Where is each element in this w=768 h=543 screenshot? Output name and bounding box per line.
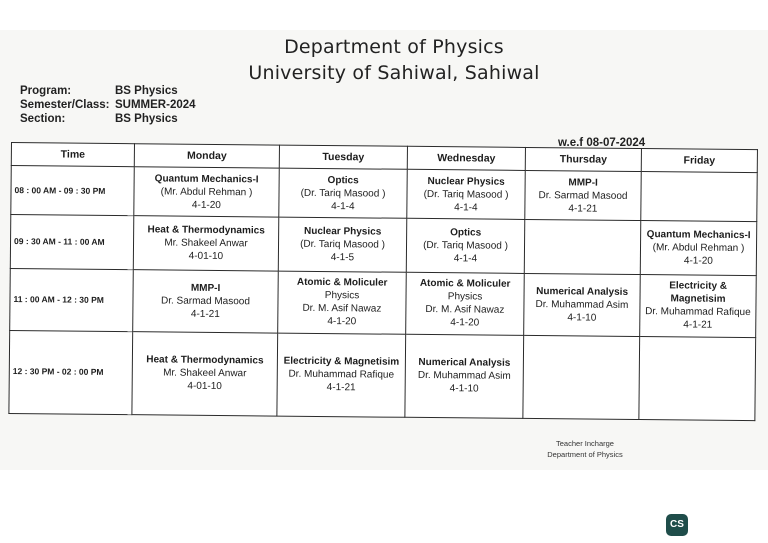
course-detail: 4-1-20 — [683, 255, 713, 267]
course-detail: 4-1-21 — [326, 382, 356, 394]
course-name: Optics — [327, 174, 359, 186]
course-name: Nuclear Physics — [303, 225, 382, 238]
course-detail: Dr. Muhammad Asim — [535, 298, 629, 311]
class-cell-thursday — [524, 273, 641, 336]
course-name: Heat & Thermodynamics — [147, 224, 265, 237]
course-detail: 4-1-21 — [190, 308, 220, 320]
course-detail: 4-1-20 — [327, 316, 357, 328]
course-detail: Dr. Sarmad Masood — [538, 189, 628, 202]
program-label: Program: — [20, 85, 72, 97]
class-cell-monday — [134, 167, 279, 218]
timetable-row — [11, 166, 757, 222]
course-detail: Physics — [324, 290, 360, 302]
empty-cell-thursday — [523, 335, 640, 420]
teacher-incharge-label: Teacher Incharge — [556, 439, 614, 448]
course-detail: 4-1-5 — [330, 251, 355, 264]
program-value: BS Physics — [115, 85, 178, 97]
course-detail: (Mr. Abdul Rehman ) — [652, 242, 745, 254]
timetable-row — [10, 268, 757, 337]
course-detail: 4-1-4 — [331, 200, 355, 212]
course-detail: 4-1-4 — [453, 253, 478, 265]
effective-date: w.e.f 08-07-2024 — [558, 137, 646, 149]
course-name: MMP-I — [568, 176, 598, 189]
department-footer-label: Department of Physics — [547, 450, 623, 459]
empty-cell-friday — [641, 172, 757, 222]
class-cell-tuesday — [278, 217, 407, 272]
section-label: Section: — [20, 113, 66, 125]
class-cell-monday — [132, 331, 278, 416]
empty-cell-friday — [639, 336, 756, 421]
column-header-thursday: Thursday — [525, 147, 641, 171]
course-detail: Dr. Muhammad Asim — [417, 370, 511, 383]
course-name: Quantum Mechanics-I — [154, 172, 259, 185]
course-detail: 4-1-10 — [449, 383, 479, 395]
course-detail: Dr. Muhammad Rafique — [645, 306, 751, 319]
course-detail: 4-01-10 — [187, 381, 222, 393]
class-cell-tuesday — [278, 271, 407, 334]
program-info — [20, 84, 196, 126]
course-name: MMP-I — [190, 282, 221, 294]
timetable — [8, 142, 758, 421]
section-row — [20, 112, 196, 126]
course-detail: (Mr. Abdul Rehman ) — [160, 186, 253, 198]
timetable-row — [9, 330, 756, 421]
course-name: Quantum Mechanics-I — [646, 228, 751, 241]
timetable-body — [9, 166, 757, 421]
column-header-wednesday: Wednesday — [407, 146, 525, 170]
class-cell-tuesday — [279, 168, 407, 218]
course-detail: 4-1-10 — [567, 311, 597, 324]
class-cell-tuesday — [277, 333, 406, 418]
column-header-tuesday: Tuesday — [279, 145, 407, 169]
column-header-friday: Friday — [641, 149, 757, 173]
course-name: Electricity & Magnetisim — [283, 355, 400, 369]
class-cell-wednesday — [406, 218, 525, 273]
signature-block — [530, 438, 640, 460]
course-name: Numerical Analysis — [536, 285, 629, 298]
course-name: Numerical Analysis — [418, 357, 511, 370]
course-name: Atomic & Moliculer — [419, 278, 511, 290]
university-title: University of Sahiwal, Sahiwal — [248, 62, 540, 84]
department-title: Department of Physics — [284, 36, 504, 58]
semester-label: Semester/Class: — [20, 99, 110, 111]
course-detail: Physics — [447, 291, 483, 303]
course-detail: 4-1-21 — [683, 319, 713, 331]
class-cell-friday — [640, 221, 757, 276]
class-cell-wednesday — [405, 334, 524, 419]
course-detail: 4-1-20 — [450, 317, 480, 329]
column-header-monday: Monday — [134, 144, 279, 168]
course-name: Heat & Thermodynamics — [146, 354, 264, 367]
time-slot-cell: 12 : 30 PM - 02 : 00 PM — [9, 330, 133, 415]
camscanner-badge-icon: CS — [666, 514, 688, 536]
course-name: Nuclear Physics — [427, 175, 505, 188]
course-detail: (Dr. Tariq Masood ) — [300, 238, 386, 251]
course-detail: 4-01-10 — [188, 250, 224, 262]
course-detail: 4-1-20 — [191, 199, 221, 211]
timetable-wrapper — [8, 142, 757, 421]
course-detail: Dr. Muhammad Rafique — [288, 368, 395, 381]
course-name: Atomic & Moliculer — [296, 276, 388, 289]
class-cell-wednesday — [407, 169, 525, 219]
course-detail: (Dr. Tariq Masood ) — [423, 239, 508, 252]
course-name: Electricity & Magnetisim — [669, 280, 728, 305]
class-cell-wednesday — [406, 272, 525, 335]
course-detail: Mr. Shakeel Anwar — [164, 237, 248, 250]
class-cell-monday — [133, 269, 279, 332]
section-value: BS Physics — [115, 113, 178, 125]
course-detail: Dr. Sarmad Masood — [160, 295, 251, 307]
course-detail: (Dr. Tariq Masood ) — [423, 188, 509, 201]
program-row — [20, 84, 196, 98]
empty-cell-thursday — [524, 220, 641, 275]
class-cell-friday — [640, 274, 757, 337]
timetable-row — [10, 215, 756, 276]
course-detail: Mr. Shakeel Anwar — [163, 367, 247, 380]
class-cell-monday — [133, 216, 279, 271]
time-slot-cell: 11 : 00 AM - 12 : 30 PM — [10, 268, 134, 331]
course-detail: 4-1-4 — [454, 201, 478, 214]
course-detail: 4-1-21 — [568, 202, 598, 215]
time-slot-cell: 09 : 30 AM - 11 : 00 AM — [10, 215, 134, 270]
semester-value: SUMMER-2024 — [115, 99, 196, 111]
course-detail: (Dr. Tariq Masood ) — [300, 187, 386, 200]
semester-row — [20, 98, 196, 112]
course-detail: Dr. M. Asif Nawaz — [425, 304, 505, 316]
time-slot-cell: 08 : 00 AM - 09 : 30 PM — [11, 166, 134, 216]
class-cell-thursday — [525, 170, 641, 220]
course-detail: Dr. M. Asif Nawaz — [302, 302, 382, 315]
course-name: Optics — [450, 227, 482, 239]
column-header-time: Time — [11, 143, 134, 167]
